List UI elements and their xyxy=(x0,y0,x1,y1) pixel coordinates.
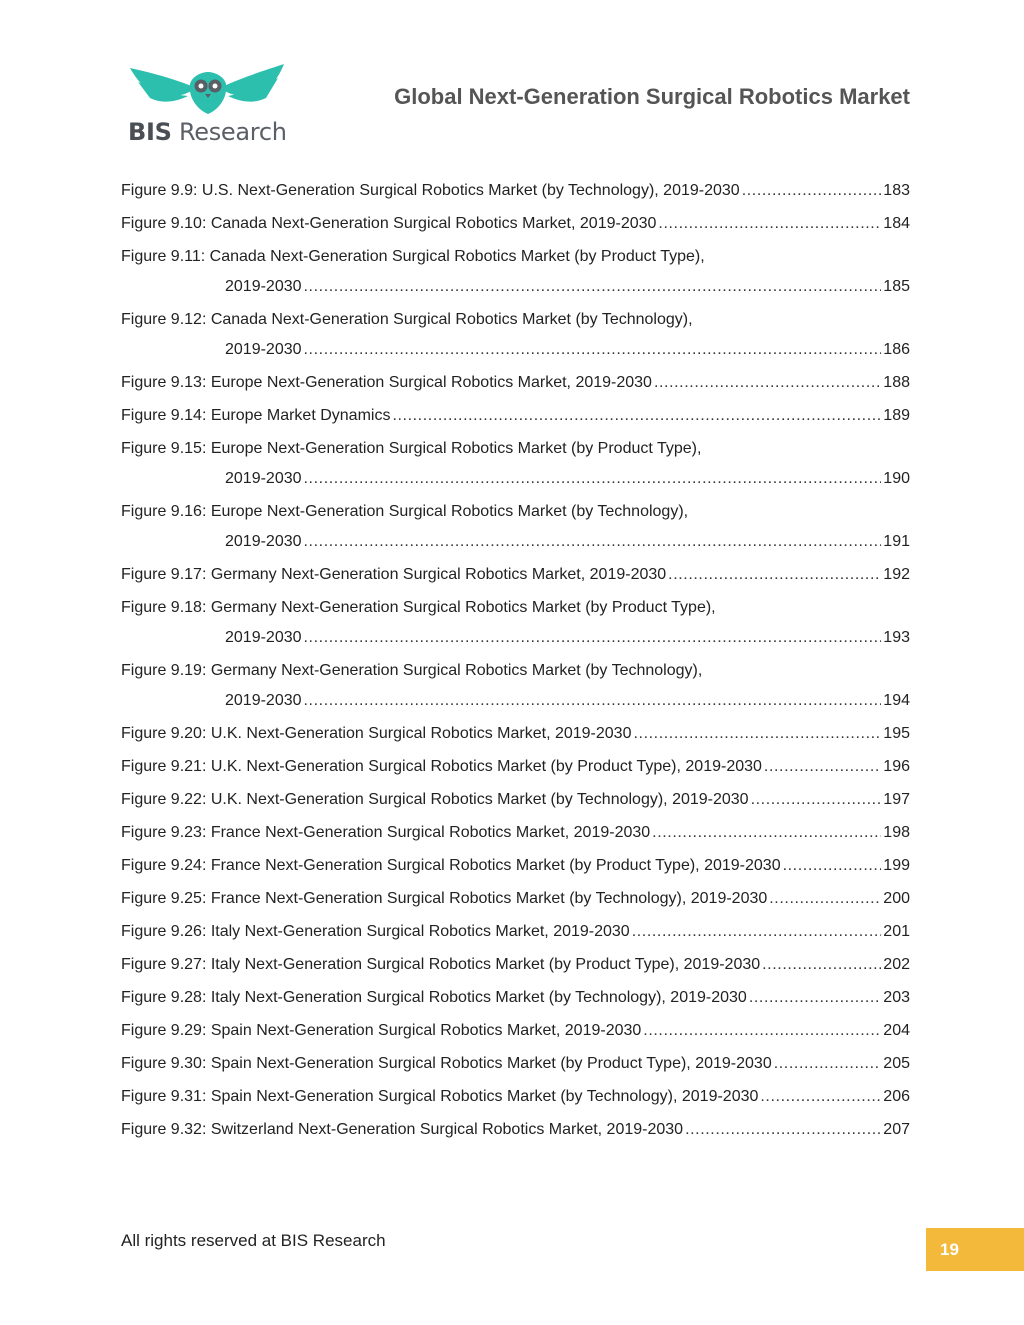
footer-copyright: All rights reserved at BIS Research xyxy=(121,1231,386,1250)
toc-entry-title: Figure 9.9: U.S. Next-Generation Surgical Robotics Market (by Technology), 2019-2030 xyxy=(121,182,740,199)
toc-entry[interactable] xyxy=(121,789,910,811)
toc-entry[interactable] xyxy=(121,309,910,361)
toc-entry-page: 198 xyxy=(883,824,910,841)
toc-entry-title: Figure 9.13: Europe Next-Generation Surgical Robotics Market, 2019-2030 xyxy=(121,374,652,391)
toc-entry-page: 195 xyxy=(883,725,910,742)
toc-entry[interactable] xyxy=(121,372,910,394)
toc-entry-title-continued: 2019-2030 xyxy=(225,278,302,295)
toc-entry-title: Figure 9.26: Italy Next-Generation Surgical Robotics Market, 2019-2030 xyxy=(121,923,630,940)
toc-entry-title: Figure 9.29: Spain Next-Generation Surgical Robotics Market, 2019-2030 xyxy=(121,1022,642,1039)
toc-entry[interactable] xyxy=(121,921,910,943)
dot-leader xyxy=(783,855,882,877)
toc-entry-title: Figure 9.19: Germany Next-Generation Surgical Robotics Market (by Technology), xyxy=(121,662,703,679)
toc-entry-title: Figure 9.28: Italy Next-Generation Surgical Robotics Market (by Technology), 2019-2030 xyxy=(121,989,747,1006)
dot-leader xyxy=(742,180,882,202)
dot-leader xyxy=(304,339,882,361)
dot-leader xyxy=(304,276,882,298)
toc-entry-page: 189 xyxy=(883,407,910,424)
toc-entry-page: 185 xyxy=(883,278,910,295)
toc-entry-title: Figure 9.21: U.K. Next-Generation Surgical Robotics Market (by Product Type), 2019-2030 xyxy=(121,758,762,775)
toc-entry-title: Figure 9.25: France Next-Generation Surgical Robotics Market (by Technology), 2019-2030 xyxy=(121,890,768,907)
toc-entry[interactable] xyxy=(121,855,910,877)
toc-entry-title-continued: 2019-2030 xyxy=(225,533,302,550)
toc-entry-page: 207 xyxy=(883,1121,910,1138)
page-number: 19 xyxy=(940,1240,959,1259)
toc-entry-title: Figure 9.27: Italy Next-Generation Surgical Robotics Market (by Product Type), 2019-2030 xyxy=(121,956,761,973)
toc-entry-page: 204 xyxy=(883,1022,910,1039)
owl-icon xyxy=(118,58,298,118)
dot-leader xyxy=(304,468,882,490)
toc-entry[interactable] xyxy=(121,405,910,427)
document-title: Global Next-Generation Surgical Robotics Market xyxy=(394,84,910,109)
toc-entry-title-continued: 2019-2030 xyxy=(225,341,302,358)
toc-entry-title: Figure 9.11: Canada Next-Generation Surgical Robotics Market (by Product Type), xyxy=(121,248,705,265)
toc-entry-page: 184 xyxy=(883,215,910,232)
toc-entry-title: Figure 9.14: Europe Market Dynamics xyxy=(121,407,391,424)
toc-entry-page: 199 xyxy=(883,857,910,874)
toc-entry-page: 188 xyxy=(883,374,910,391)
toc-entry-title: Figure 9.17: Germany Next-Generation Surgical Robotics Market, 2019-2030 xyxy=(121,566,667,583)
page-number-badge xyxy=(926,1228,1024,1271)
toc-entry-page: 200 xyxy=(883,890,910,907)
dot-leader xyxy=(632,921,882,943)
toc-entry[interactable] xyxy=(121,246,910,298)
toc-entry-title: Figure 9.16: Europe Next-Generation Surgical Robotics Market (by Technology), xyxy=(121,503,689,520)
toc-entry-page: 202 xyxy=(883,956,910,973)
toc-entry-title: Figure 9.30: Spain Next-Generation Surgical Robotics Market (by Product Type), 2019-2030 xyxy=(121,1055,772,1072)
toc-entry[interactable] xyxy=(121,501,910,553)
toc-entry-page: 190 xyxy=(883,470,910,487)
dot-leader xyxy=(652,822,881,844)
toc-entry-title-continued: 2019-2030 xyxy=(225,470,302,487)
toc-entry-page: 193 xyxy=(883,629,910,646)
toc-entry-title: Figure 9.15: Europe Next-Generation Surgical Robotics Market (by Product Type), xyxy=(121,440,702,457)
toc-entry-page: 205 xyxy=(883,1055,910,1072)
toc-entry[interactable] xyxy=(121,822,910,844)
toc-entry-page: 203 xyxy=(883,989,910,1006)
toc-entry[interactable] xyxy=(121,1086,910,1108)
toc-entry[interactable] xyxy=(121,213,910,235)
toc-entry-title: Figure 9.24: France Next-Generation Surgical Robotics Market (by Product Type), 2019-2030 xyxy=(121,857,781,874)
dot-leader xyxy=(769,888,881,910)
toc-entry-title: Figure 9.12: Canada Next-Generation Surgical Robotics Market (by Technology), xyxy=(121,311,693,328)
dot-leader xyxy=(633,723,881,745)
dot-leader xyxy=(304,690,882,712)
toc-entry-page: 192 xyxy=(883,566,910,583)
toc-entry[interactable] xyxy=(121,1053,910,1075)
toc-entry-page: 197 xyxy=(883,791,910,808)
dot-leader xyxy=(760,1086,881,1108)
toc-entry[interactable] xyxy=(121,954,910,976)
dot-leader xyxy=(774,1053,882,1075)
toc-entry[interactable] xyxy=(121,723,910,745)
toc-entry-page: 186 xyxy=(883,341,910,358)
dot-leader xyxy=(654,372,881,394)
toc-entry[interactable] xyxy=(121,987,910,1009)
list-of-figures xyxy=(121,180,910,1141)
toc-entry-page: 201 xyxy=(883,923,910,940)
toc-entry-title: Figure 9.32: Switzerland Next-Generation Surgical Robotics Market, 2019-2030 xyxy=(121,1121,684,1138)
toc-entry[interactable] xyxy=(121,438,910,490)
toc-entry[interactable] xyxy=(121,756,910,778)
toc-entry-title: Figure 9.20: U.K. Next-Generation Surgical Robotics Market, 2019-2030 xyxy=(121,725,632,742)
toc-entry-page: 183 xyxy=(883,182,910,199)
toc-entry-title: Figure 9.18: Germany Next-Generation Surgical Robotics Market (by Product Type), xyxy=(121,599,716,616)
dot-leader xyxy=(392,405,881,427)
dot-leader xyxy=(749,987,881,1009)
dot-leader xyxy=(643,1020,881,1042)
logo-wordmark-bold: BIS xyxy=(128,118,172,146)
toc-entry[interactable] xyxy=(121,888,910,910)
logo-wordmark xyxy=(128,118,287,146)
logo-wordmark-regular: Research xyxy=(171,118,287,146)
toc-entry-page: 196 xyxy=(883,758,910,775)
toc-entry-title: Figure 9.23: France Next-Generation Surgical Robotics Market, 2019-2030 xyxy=(121,824,651,841)
dot-leader xyxy=(304,627,882,649)
dot-leader xyxy=(304,531,882,553)
dot-leader xyxy=(685,1119,881,1141)
toc-entry-page: 206 xyxy=(883,1088,910,1105)
toc-entry-page: 191 xyxy=(883,533,910,550)
toc-entry-title: Figure 9.22: U.K. Next-Generation Surgical Robotics Market (by Technology), 2019-2030 xyxy=(121,791,749,808)
toc-entry[interactable] xyxy=(121,1020,910,1042)
toc-entry[interactable] xyxy=(121,1119,910,1141)
toc-entry-title: Figure 9.10: Canada Next-Generation Surgical Robotics Market, 2019-2030 xyxy=(121,215,657,232)
dot-leader xyxy=(762,954,881,976)
dot-leader xyxy=(751,789,882,811)
dot-leader xyxy=(668,564,881,586)
toc-entry-title: Figure 9.31: Spain Next-Generation Surgical Robotics Market (by Technology), 2019-2030 xyxy=(121,1088,759,1105)
toc-entry-title-continued: 2019-2030 xyxy=(225,692,302,709)
toc-entry[interactable] xyxy=(121,597,910,649)
dot-leader xyxy=(658,213,881,235)
toc-entry[interactable] xyxy=(121,660,910,712)
toc-entry[interactable] xyxy=(121,564,910,586)
toc-entry-title-continued: 2019-2030 xyxy=(225,629,302,646)
toc-entry-page: 194 xyxy=(883,692,910,709)
toc-entry[interactable] xyxy=(121,180,910,202)
dot-leader xyxy=(764,756,881,778)
